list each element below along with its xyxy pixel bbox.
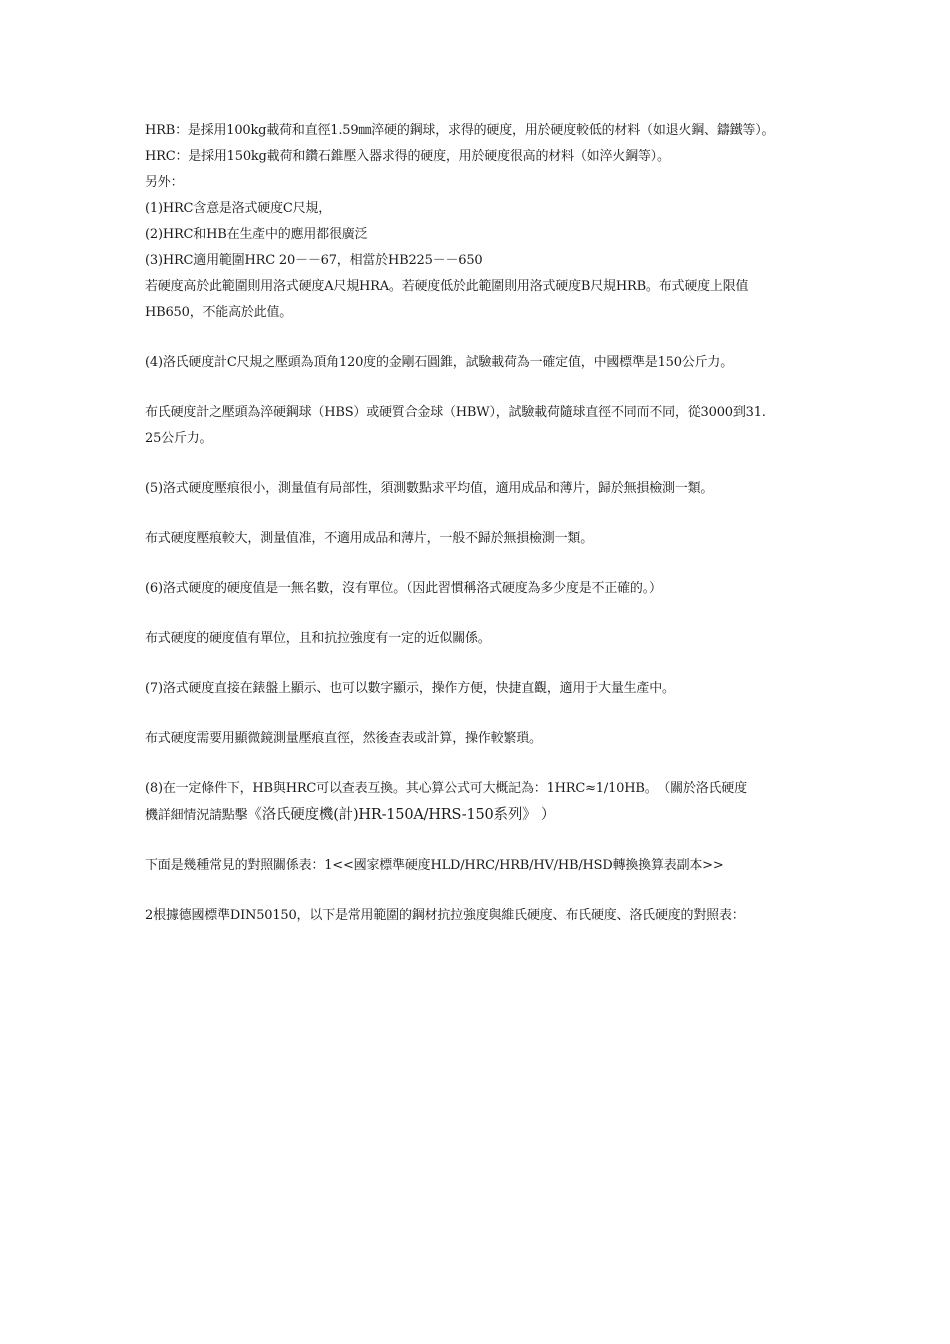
list-item-7: (7)洛式硬度直接在錶盤上顯示、也可以數字顯示，操作方便，快捷直觀，適用于大量生產中。 bbox=[145, 681, 675, 696]
hardness-tester-link[interactable]: 《洛氏硬度機(計)HR-150A/HRS-150系列》 ） bbox=[247, 807, 556, 823]
list-item-3: (3)HRC適用範圍HRC 20－－67，相當於HB225－－650 bbox=[145, 253, 483, 268]
paragraph-brinell-measure: 布式硬度需要用顯微鏡測量壓痕直徑，然後查表或計算，操作較繁瑣。 bbox=[145, 731, 542, 746]
list-item-2: (2)HRC和HB在生產中的應用都很廣泛 bbox=[145, 227, 368, 242]
paragraph-brinell-unit: 布式硬度的硬度值有單位，且和抗拉強度有一定的近似關係。 bbox=[145, 631, 491, 646]
list-item-4: (4)洛氏硬度計C尺規之壓頭為頂角120度的金剛石圓錐，試驗載荷為一確定值，中國標準是150公斤力。 bbox=[145, 355, 733, 370]
paragraph-brinell-indentation: 布式硬度壓痕較大，測量值准，不適用成品和薄片，一般不歸於無損檢測一類。 bbox=[145, 531, 594, 546]
paragraph-hrb-definition: HRB：是採用100kg載荷和直徑1.59㎜淬硬的鋼球，求得的硬度，用於硬度較低的材料（如退火鋼、鑄鐵等）。 bbox=[145, 123, 775, 138]
document-body bbox=[145, 118, 810, 929]
paragraph-range-note-cont: HB650，不能高於此值。 bbox=[145, 305, 293, 320]
list-item-8-cont-text: 機詳細情況請點擊 bbox=[145, 808, 248, 823]
paragraph-table-intro: 下面是幾種常見的對照關係表：1<<國家標準硬度HLD/HRC/HRB/HV/HB/HSD轉換換算表副本>> bbox=[145, 858, 724, 873]
list-item-1: (1)HRC含意是洛式硬度C尺規， bbox=[145, 201, 332, 216]
list-item-8-cont bbox=[145, 802, 810, 829]
paragraph-din-intro: 2根據德國標準DIN50150，以下是常用範圍的鋼材抗拉強度與維氏硬度、布氏硬度、洛氏硬度的對照表： bbox=[145, 908, 745, 923]
paragraph-also: 另外： bbox=[145, 175, 184, 190]
list-item-5: (5)洛式硬度壓痕很小，測量值有局部性，須測數點求平均值，適用成品和薄片，歸於無損檢測一類。 bbox=[145, 481, 714, 496]
paragraph-range-note: 若硬度高於此範圍則用洛式硬度A尺規HRA。若硬度低於此範圍則用洛式硬度B尺規HRB。布式硬度上限值 bbox=[145, 279, 749, 294]
paragraph-brinell-indenter-cont: 25公斤力。 bbox=[145, 431, 213, 446]
list-item-6: (6)洛式硬度的硬度值是一無名數，沒有單位。（因此習慣稱洛式硬度為多少度是不正確的。） bbox=[145, 581, 662, 596]
paragraph-hrc-definition: HRC：是採用150kg載荷和鑽石錐壓入器求得的硬度，用於硬度很高的材料（如淬火鋼等）。 bbox=[145, 149, 670, 164]
list-item-8: (8)在一定條件下，HB與HRC可以查表互換。其心算公式可大概記為：1HRC≈1/10HB。 （關於洛氏硬度 bbox=[145, 781, 747, 796]
paragraph-brinell-indenter: 布氏硬度計之壓頭為淬硬鋼球（HBS）或硬質合金球（HBW），試驗載荷隨球直徑不同而不同，從3000到31. bbox=[145, 405, 766, 420]
